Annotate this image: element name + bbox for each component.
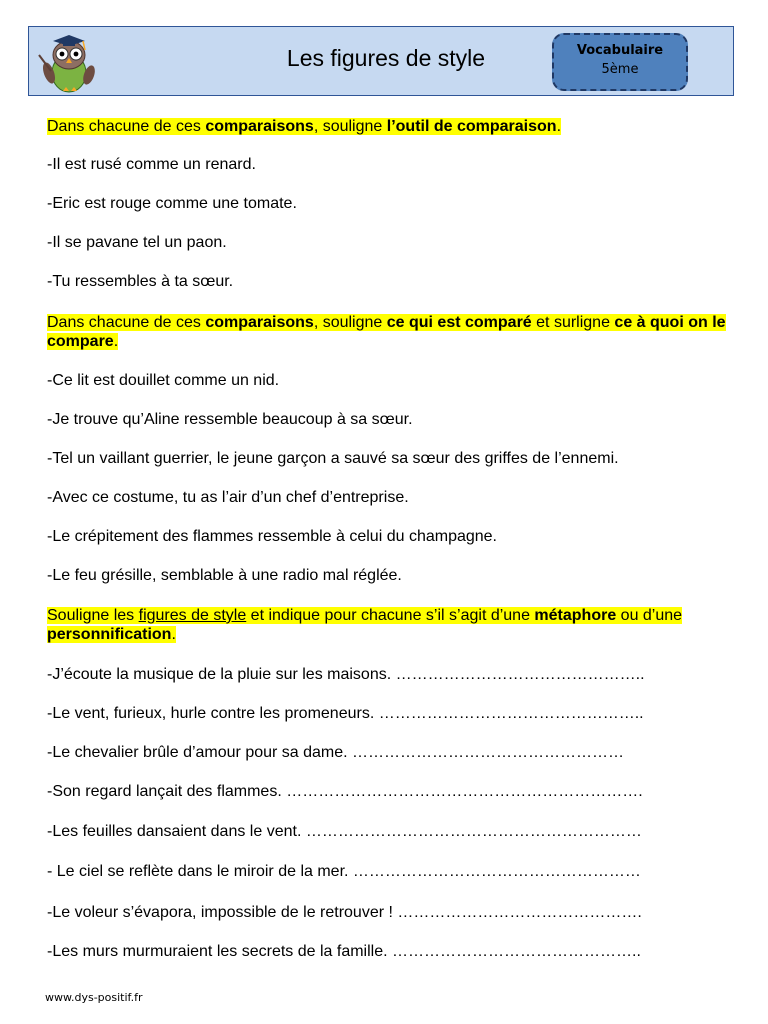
exercise-item: -Les murs murmuraient les secrets de la famille. ……………………………………….. [47, 943, 641, 960]
exercise-item: -Le crépitement des flammes ressemble à celui du champagne. [47, 528, 497, 545]
exercise-item: -Tu ressembles à ta sœur. [47, 273, 234, 290]
exercise-item: -Je trouve qu’Aline ressemble beaucoup à sa sœur. [47, 411, 413, 428]
exercise-item: -Le vent, furieux, hurle contre les promeneurs. ………………………………………….. [47, 705, 644, 722]
exercise-item: -Ce lit est douillet comme un nid. [47, 372, 280, 389]
instruction-3: Souligne les figures de style et indique pour chacune s’il s’agit d’une métaphore ou d’une personnification. [47, 607, 683, 643]
exercise-item: -Avec ce costume, tu as l’air d’un chef d’entreprise. [47, 489, 409, 506]
exercise-item: -Eric est rouge comme une tomate. [47, 195, 297, 212]
header-banner [28, 26, 734, 96]
instruction-2: Dans chacune de ces comparaisons, souligne ce qui est comparé et surligne ce à quoi on le compare. [47, 314, 726, 350]
exercise-item: -Le chevalier brûle d’amour pour sa dame. …………………………………………… [47, 744, 625, 761]
footer-website: www.dys-positif.fr [45, 991, 143, 1004]
badge-level: 5ème [601, 62, 639, 77]
exercise-item: -J’écoute la musique de la pluie sur les maisons. ……………………………………….. [47, 666, 645, 683]
exercise-item: -Il est rusé comme un renard. [47, 156, 256, 173]
exercise-item: -Le feu grésille, semblable à une radio mal réglée. [47, 567, 402, 584]
page-title: Les figures de style [286, 45, 486, 71]
exercise-item: -Il se pavane tel un paon. [47, 234, 227, 251]
badge-subject: Vocabulaire [576, 43, 664, 58]
exercise-item: -Tel un vaillant guerrier, le jeune garçon a sauvé sa sœur des griffes de l’ennemi. [47, 450, 619, 467]
instruction-1: Dans chacune de ces comparaisons, souligne l’outil de comparaison. [47, 118, 562, 135]
exercise-item: -Le voleur s’évapora, impossible de le retrouver ! ………………………………………. [47, 904, 642, 921]
exercise-item: -Les feuilles dansaient dans le vent. ……………………………………………………… [47, 823, 642, 840]
exercise-item: - Le ciel se reflète dans le miroir de la mer. ……………………………………………… [47, 863, 641, 880]
subject-badge [552, 33, 688, 91]
exercise-item: -Son regard lançait des flammes. …………………………………………………………. [47, 783, 643, 800]
